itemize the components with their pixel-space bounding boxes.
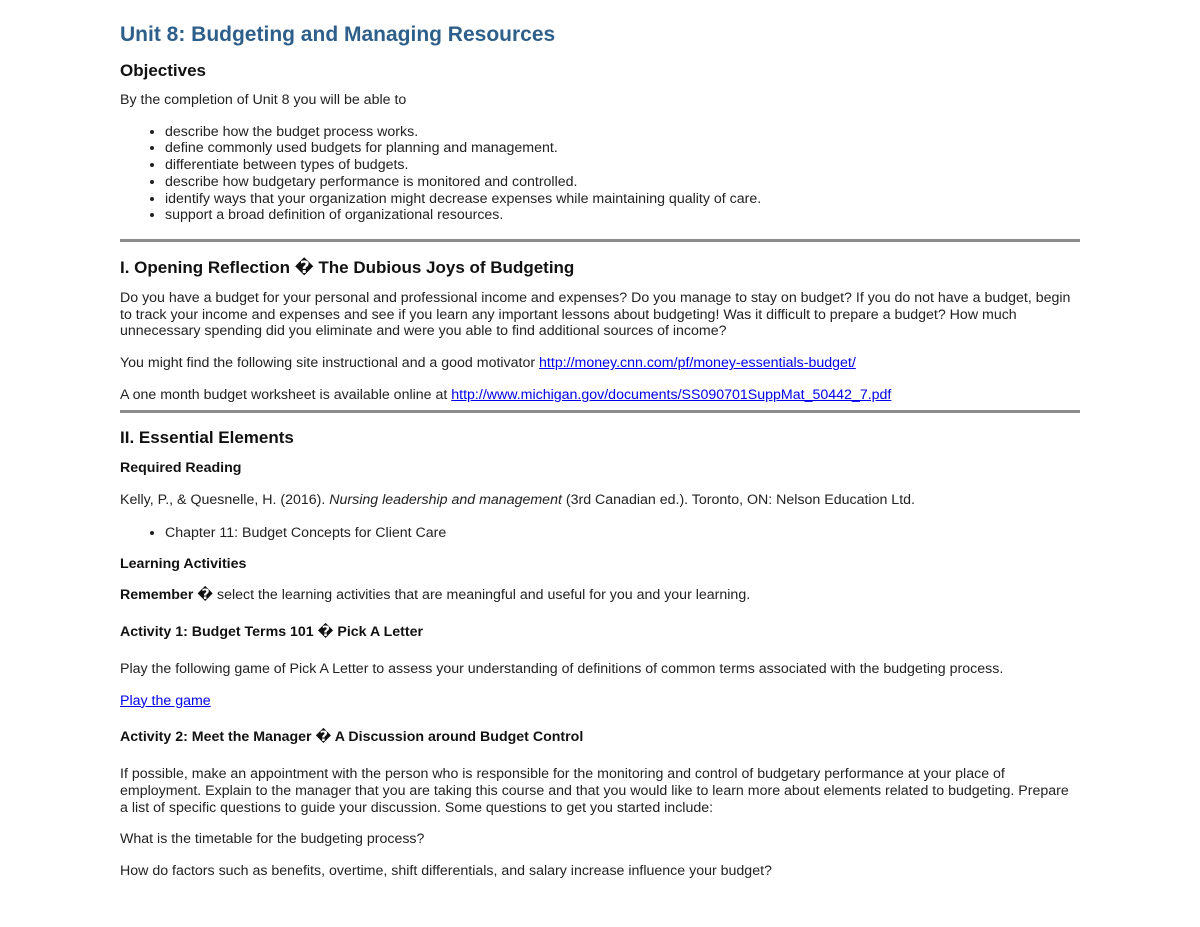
activity2-title: Activity 2: Meet the Manager � A Discussion around Budget Control — [120, 729, 584, 746]
list-item: • support a broad definition of organizational resources. — [165, 207, 1080, 224]
page-title: Unit 8: Budgeting and Managing Resources — [120, 23, 556, 46]
question-2: How do factors such as benefits, overtime, shift differentials, and salary increase influence your budget? — [120, 863, 772, 880]
objectives-list — [120, 124, 1080, 224]
chapter-list — [120, 525, 1080, 542]
list-item: • describe how the budget process works. — [165, 124, 1080, 141]
list-item: • describe how budgetary performance is monitored and controlled. — [165, 174, 1080, 191]
cnn-budget-link[interactable]: http://money.cnn.com/pf/money-essentials-budget/ — [539, 355, 856, 372]
activity1-title: Activity 1: Budget Terms 101 � Pick A Letter — [120, 623, 424, 640]
citation-title: Nursing leadership and management — [329, 492, 562, 509]
remember-text: select the learning activities that are meaningful and useful for you and your learning. — [213, 587, 751, 604]
section-heading-opening-reflection: I. Opening Reflection � The Dubious Joys of Budgeting — [120, 257, 575, 277]
question-1: What is the timetable for the budgeting process? — [120, 831, 425, 848]
worksheet-paragraph — [120, 387, 1080, 404]
remember-label: Remember � — [120, 587, 214, 604]
section-heading-essential-elements: II. Essential Elements — [120, 428, 294, 448]
citation-authors: Kelly, P., & Quesnelle, H. (2016). — [120, 492, 330, 509]
motivator-text: You might find the following site instructional and a good motivator — [120, 355, 540, 372]
citation — [120, 492, 1080, 509]
section-divider — [120, 410, 1080, 413]
activity1-link-paragraph — [120, 693, 1080, 710]
citation-publisher: (3rd Canadian ed.). Toronto, ON: Nelson Education Ltd. — [561, 492, 915, 509]
learning-activities-label: Learning Activities — [120, 555, 247, 572]
remember-note — [120, 587, 1080, 604]
required-reading-label: Required Reading — [120, 460, 242, 477]
worksheet-text: A one month budget worksheet is available online at — [120, 386, 452, 403]
activity1-description: Play the following game of Pick A Letter to assess your understanding of definitions of common terms associated with the budgeting process. — [120, 660, 1004, 677]
play-game-link[interactable]: Play the game — [120, 692, 211, 709]
section-divider — [120, 239, 1080, 242]
reflection-paragraph: Do you have a budget for your personal and professional income and expenses? Do you manage to stay on budget? If you do not have a budget, begin to track your income and expenses and see if you learn any important lessons about budgeting! Was it difficult to prepare a budget? How much unnecessary spending did you eliminate and were you able to find additional sources of income? — [120, 289, 1071, 340]
motivator-paragraph — [120, 355, 1080, 372]
list-item: • Chapter 11: Budget Concepts for Client Care — [165, 525, 1080, 542]
objectives-heading: Objectives — [120, 61, 206, 80]
worksheet-pdf-link[interactable]: http://www.michigan.gov/documents/SS090701SuppMat_50442_7.pdf — [451, 386, 892, 403]
activity2-description: If possible, make an appointment with the person who is responsible for the monitoring and control of budgetary performance at your place of employment. Explain to the manager that you are taking this course and that you would like to learn more about elements related to budgeting. Prepare a list of specific questions to guide your discussion. Some questions to get you started include: — [120, 766, 1069, 816]
list-item: • identify ways that your organization might decrease expenses while maintaining quality of care. — [165, 191, 1080, 208]
list-item: • define commonly used budgets for planning and management. — [165, 140, 1080, 157]
list-item: • differentiate between types of budgets. — [165, 157, 1080, 174]
objectives-intro: By the completion of Unit 8 you will be able to — [120, 92, 407, 108]
document-page — [120, 0, 1080, 880]
